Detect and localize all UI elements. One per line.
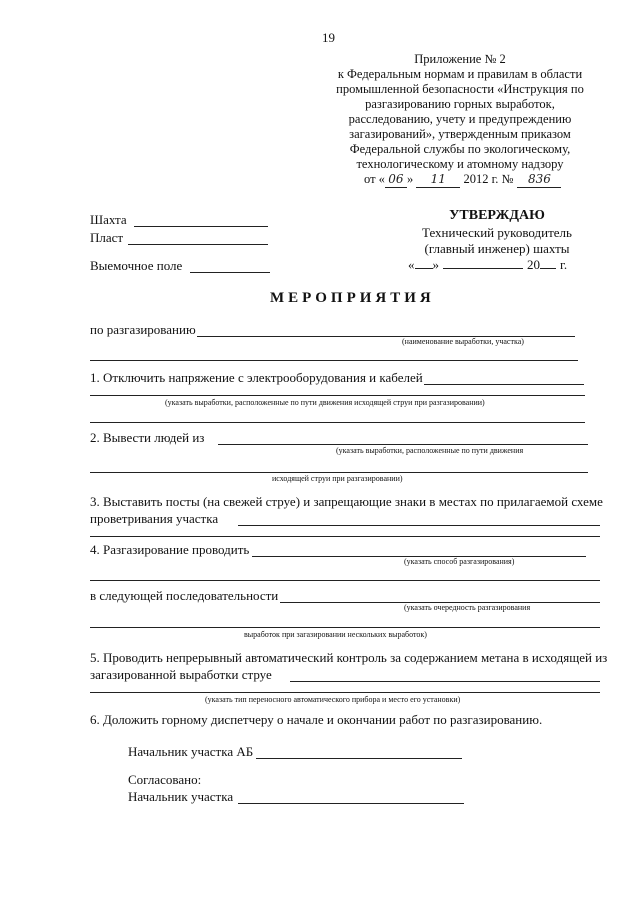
approve-title: УТВЕРЖДАЮ — [449, 208, 545, 223]
item-2-caption: (указать выработки, расположенные по пути движения — [336, 446, 524, 455]
item-4-caption: (указать способ разгазирования) — [404, 557, 515, 566]
panel-label: Выемочное поле — [90, 258, 183, 273]
item-1-text: 1. Отключить напряжение с электрооборудования и кабелей — [90, 370, 423, 385]
item-3-field-2[interactable] — [90, 536, 600, 537]
degassing-field-2[interactable] — [90, 360, 578, 361]
item-5-text-2: загазированной выработки струе — [90, 667, 272, 682]
chief-ab-signature-field[interactable] — [256, 758, 462, 759]
document-title: МЕРОПРИЯТИЯ — [270, 290, 435, 306]
chief-signature-field[interactable] — [238, 803, 464, 804]
item-2-field-2[interactable] — [90, 472, 588, 473]
handwritten-day: 06 — [385, 172, 407, 188]
item-2-caption-2: исходящей струи при разгазировании) — [272, 474, 403, 483]
degassing-caption: (наименование выработки, участка) — [402, 337, 524, 346]
appendix-line: Федеральной службы по экологическому, — [349, 142, 571, 156]
approve-line: Технический руководитель — [422, 225, 572, 240]
item-6-text: 6. Доложить горному диспетчеру о начале и окончании работ по разгазированию. — [90, 712, 543, 727]
appendix-line: расследованию, учету и предупреждению — [348, 112, 572, 126]
handwritten-number: 836 — [517, 172, 561, 188]
appendix-line: разгазированию горных выработок, — [365, 97, 555, 111]
item-1-field-3[interactable] — [90, 422, 585, 423]
item-5-field-2[interactable] — [90, 692, 600, 693]
seam-field[interactable] — [128, 244, 268, 245]
date-prefix: от « — [364, 172, 385, 186]
approve-date — [408, 257, 567, 273]
handwritten-month: 11 — [416, 172, 460, 188]
appendix-line: технологическому и атомному надзору — [356, 157, 564, 171]
appendix-header — [330, 52, 590, 172]
sequence-field-2[interactable] — [90, 627, 600, 628]
item-2-text: 2. Вывести людей из — [90, 430, 205, 445]
date-mid: » — [406, 172, 417, 186]
shaft-label: Шахта — [90, 212, 127, 227]
date-year: 2012 г. № — [460, 172, 514, 186]
degassing-label: по разгазированию — [90, 322, 196, 337]
item-5-field[interactable] — [290, 681, 600, 682]
item-3-text: 3. Выставить посты (на свежей струе) и запрещающие знаки в местах по прилагаемой схеме — [90, 494, 603, 509]
approve-month-field[interactable] — [443, 268, 523, 269]
page-number: 19 — [322, 30, 335, 45]
item-5-caption: (указать тип переносного автоматического прибора и место его установки) — [205, 695, 461, 704]
date-g: г. — [560, 257, 568, 272]
item-3-text-2: проветривания участка — [90, 511, 219, 526]
item-1-field[interactable] — [424, 384, 584, 385]
item-2-field[interactable] — [218, 444, 588, 445]
approve-day-field[interactable] — [415, 268, 433, 269]
appendix-line: к Федеральным нормам и правилам в области — [337, 67, 583, 81]
seam-label: Пласт — [90, 230, 124, 245]
date-year-prefix: 20 — [527, 257, 540, 272]
agreed-label: Согласовано: — [128, 772, 202, 787]
approve-line: (главный инженер) шахты — [424, 241, 570, 256]
item-1-caption: (указать выработки, расположенные по пути движения исходящей струи при разгазировании) — [165, 398, 485, 407]
appendix-line: загазирований», утвержденным приказом — [349, 127, 571, 141]
panel-field[interactable] — [190, 272, 270, 273]
item-5-text: 5. Проводить непрерывный автоматический контроль за содержанием метана в исходящей из — [90, 650, 608, 665]
approve-year-field[interactable] — [540, 268, 556, 269]
chief-label: Начальник участка — [128, 789, 234, 804]
date-open: « — [408, 257, 415, 272]
appendix-line: Приложение № 2 — [414, 52, 506, 66]
sequence-label: в следующей последовательности — [90, 588, 279, 603]
sequence-caption-2: выработок при загазировании нескольких выработок) — [244, 630, 427, 639]
shaft-field[interactable] — [134, 226, 268, 227]
appendix-line: промышленной безопасности «Инструкция по — [336, 82, 584, 96]
item-3-field[interactable] — [238, 525, 600, 526]
item-4-text: 4. Разгазирование проводить — [90, 542, 250, 557]
item-4-field-2[interactable] — [90, 580, 600, 581]
chief-ab-label: Начальник участка АБ — [128, 744, 254, 759]
sequence-caption: (указать очередность разгазирования — [404, 603, 531, 612]
item-1-field-2[interactable] — [90, 395, 585, 396]
date-close: » — [432, 257, 439, 272]
appendix-date — [364, 172, 561, 188]
